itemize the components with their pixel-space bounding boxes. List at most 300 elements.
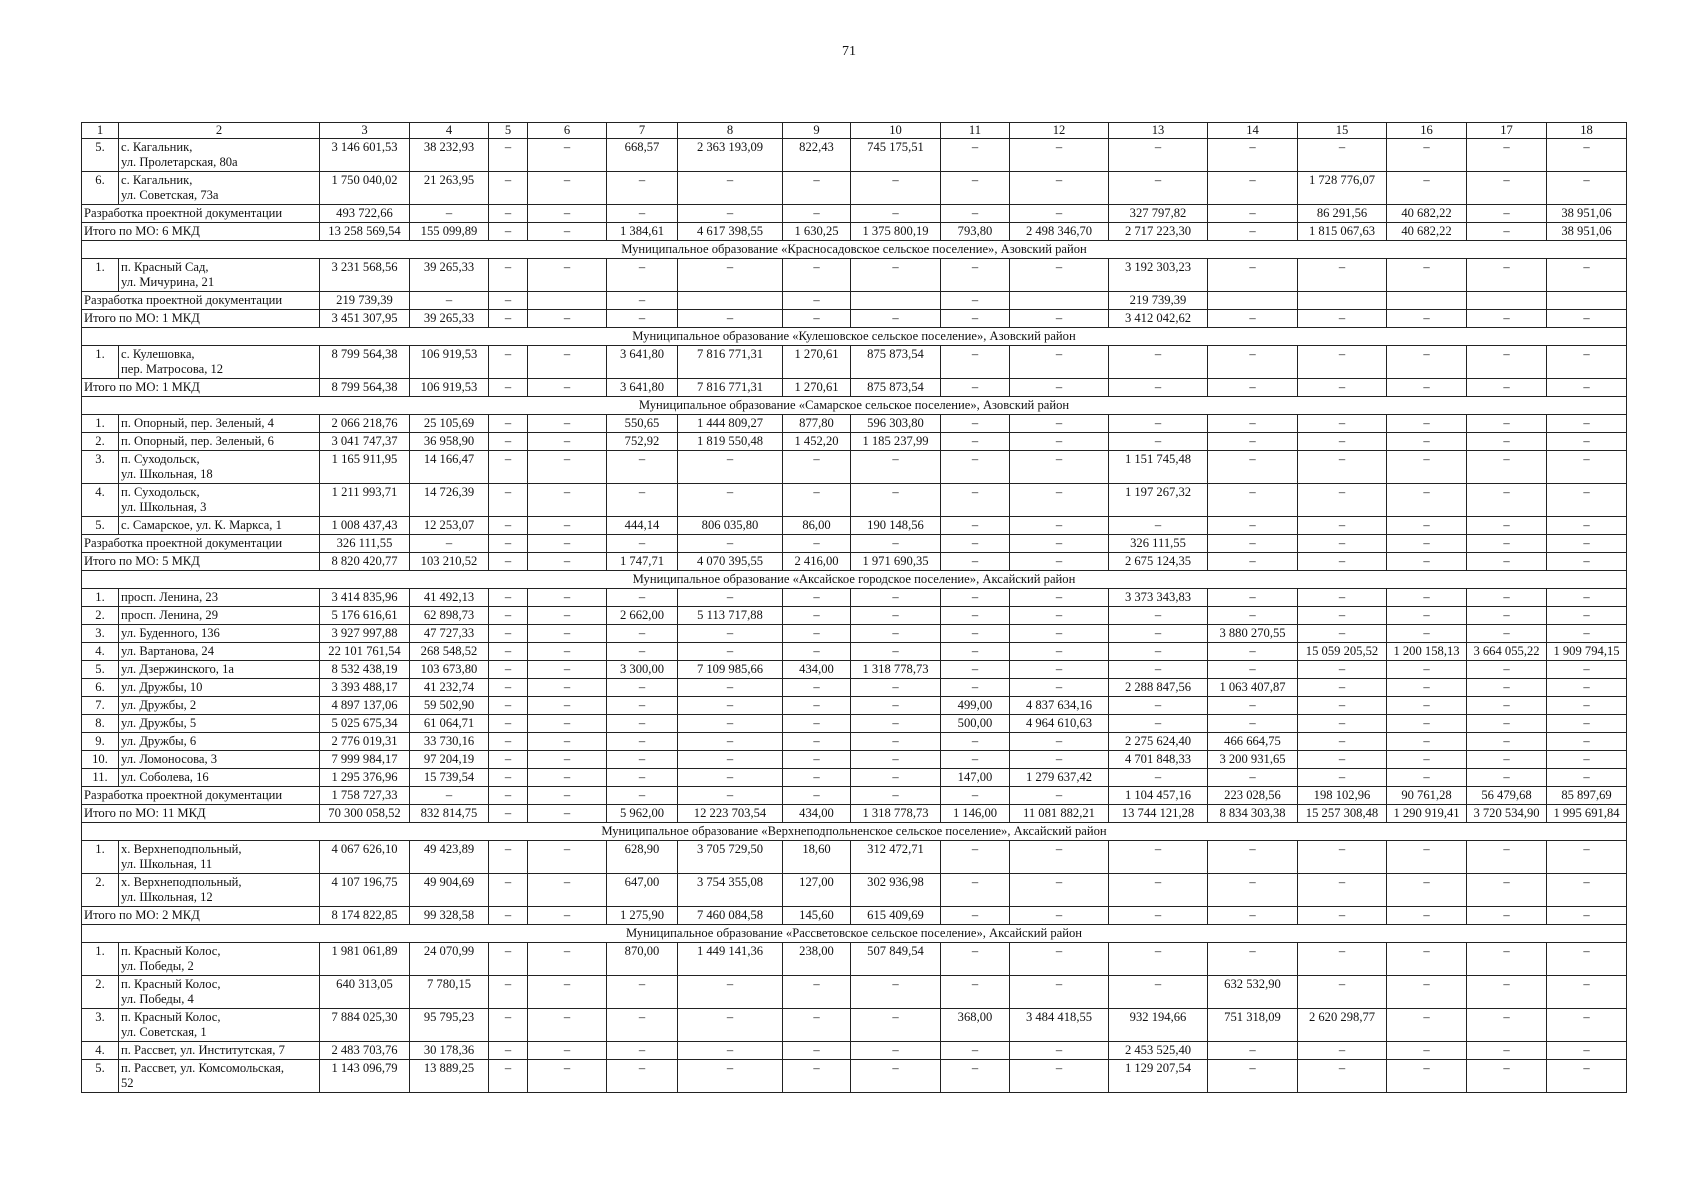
value-cell: – (1298, 874, 1387, 907)
value-cell: – (1547, 769, 1627, 787)
value-cell: 1 185 237,99 (851, 433, 941, 451)
row-number: 1. (82, 346, 119, 379)
value-cell: – (783, 310, 851, 328)
value-cell: 11 081 882,21 (1010, 805, 1109, 823)
value-cell: – (489, 139, 528, 172)
value-cell: – (941, 733, 1010, 751)
value-cell: – (941, 205, 1010, 223)
address-cell: п. Рассвет, ул. Комсомольская, 52 (119, 1060, 320, 1093)
value-cell: – (1467, 874, 1547, 907)
value-cell: – (783, 1009, 851, 1042)
value-cell: 103 673,80 (410, 661, 489, 679)
value-cell: – (1298, 310, 1387, 328)
value-cell: 3 192 303,23 (1109, 259, 1208, 292)
value-cell: 875 873,54 (851, 346, 941, 379)
value-cell: – (1010, 907, 1109, 925)
row-number: 6. (82, 679, 119, 697)
value-cell: – (1387, 346, 1467, 379)
value-cell: – (1208, 643, 1298, 661)
value-cell: – (783, 205, 851, 223)
value-cell: – (489, 205, 528, 223)
value-cell: 47 727,33 (410, 625, 489, 643)
row-number: 4. (82, 1042, 119, 1060)
value-cell: – (1208, 484, 1298, 517)
value-cell: 99 328,58 (410, 907, 489, 925)
value-cell: – (1109, 769, 1208, 787)
value-cell: – (1387, 625, 1467, 643)
total-row (82, 292, 1627, 310)
value-cell: 41 232,74 (410, 679, 489, 697)
value-cell: – (489, 553, 528, 571)
value-cell: – (1467, 907, 1547, 925)
value-cell: – (1467, 223, 1547, 241)
value-cell: – (1109, 379, 1208, 397)
address-cell: с. Самарское, ул. К. Маркса, 1 (119, 517, 320, 535)
value-cell: – (783, 625, 851, 643)
value-cell: – (528, 310, 607, 328)
value-cell: 3 880 270,55 (1208, 625, 1298, 643)
value-cell: – (1547, 379, 1627, 397)
value-cell: – (678, 697, 783, 715)
value-cell: – (1208, 535, 1298, 553)
value-cell: 3 300,00 (607, 661, 678, 679)
value-cell: – (1298, 535, 1387, 553)
value-cell: – (851, 625, 941, 643)
value-cell: – (1547, 259, 1627, 292)
row-number: 2. (82, 874, 119, 907)
value-cell: 640 313,05 (320, 976, 410, 1009)
value-cell: 15 739,54 (410, 769, 489, 787)
value-cell: 3 664 055,22 (1467, 643, 1547, 661)
value-cell: 127,00 (783, 874, 851, 907)
value-cell: 38 951,06 (1547, 205, 1627, 223)
value-cell: – (1547, 661, 1627, 679)
value-cell: – (528, 259, 607, 292)
value-cell: 499,00 (941, 697, 1010, 715)
value-cell: – (678, 787, 783, 805)
value-cell: – (851, 679, 941, 697)
value-cell: 4 067 626,10 (320, 841, 410, 874)
section-title: Муниципальное образование «Рассветовское сельское поселение», Аксайский район (82, 925, 1627, 943)
value-cell: 33 730,16 (410, 733, 489, 751)
value-cell: – (783, 976, 851, 1009)
value-cell: 3 720 534,90 (1467, 805, 1547, 823)
value-cell: 2 288 847,56 (1109, 679, 1208, 697)
total-row (82, 805, 1627, 823)
value-cell: – (678, 535, 783, 553)
value-cell: 198 102,96 (1298, 787, 1387, 805)
value-cell: – (1387, 379, 1467, 397)
value-cell: – (783, 172, 851, 205)
value-cell: – (528, 607, 607, 625)
table-row (82, 589, 1627, 607)
value-cell: – (1387, 715, 1467, 733)
table-row (82, 1042, 1627, 1060)
header-cell-18: 18 (1547, 123, 1627, 139)
row-number: 5. (82, 517, 119, 535)
value-cell: 1 444 809,27 (678, 415, 783, 433)
value-cell: – (489, 643, 528, 661)
row-number: 2. (82, 976, 119, 1009)
value-cell: – (607, 751, 678, 769)
value-cell: 13 258 569,54 (320, 223, 410, 241)
value-cell: 1 129 207,54 (1109, 1060, 1208, 1093)
value-cell: – (1208, 205, 1298, 223)
row-number: 3. (82, 625, 119, 643)
value-cell: – (1298, 517, 1387, 535)
value-cell: 15 059 205,52 (1298, 643, 1387, 661)
table-row (82, 607, 1627, 625)
value-cell: 14 166,47 (410, 451, 489, 484)
value-cell: – (528, 1009, 607, 1042)
value-cell: 3 200 931,65 (1208, 751, 1298, 769)
value-cell: – (528, 172, 607, 205)
value-cell: 327 797,82 (1109, 205, 1208, 223)
value-cell: – (1298, 625, 1387, 643)
value-cell: – (1109, 943, 1208, 976)
value-cell: 7 816 771,31 (678, 346, 783, 379)
total-row (82, 553, 1627, 571)
value-cell: – (783, 697, 851, 715)
value-cell: 2 275 624,40 (1109, 733, 1208, 751)
value-cell: – (1467, 517, 1547, 535)
value-cell: 238,00 (783, 943, 851, 976)
value-cell: – (1010, 841, 1109, 874)
value-cell: – (1298, 697, 1387, 715)
value-cell: 793,80 (941, 223, 1010, 241)
value-cell: – (607, 205, 678, 223)
value-cell: 326 111,55 (1109, 535, 1208, 553)
value-cell: – (851, 715, 941, 733)
header-cell-15: 15 (1298, 123, 1387, 139)
value-cell: – (528, 205, 607, 223)
table-row (82, 943, 1627, 976)
section-row (82, 241, 1627, 259)
value-cell: – (1387, 415, 1467, 433)
value-cell: – (1387, 484, 1467, 517)
value-cell: – (1387, 535, 1467, 553)
header-cell-5: 5 (489, 123, 528, 139)
table-row (82, 625, 1627, 643)
value-cell: – (1467, 1060, 1547, 1093)
value-cell: 7 999 984,17 (320, 751, 410, 769)
value-cell: 1 375 800,19 (851, 223, 941, 241)
value-cell: – (851, 733, 941, 751)
value-cell: – (489, 415, 528, 433)
value-cell: – (1387, 607, 1467, 625)
value-cell: 7 109 985,66 (678, 661, 783, 679)
value-cell: 8 174 822,85 (320, 907, 410, 925)
table-row (82, 139, 1627, 172)
section-title: Муниципальное образование «Верхнеподпольненское сельское поселение», Аксайский район (82, 823, 1627, 841)
value-cell: 1 290 919,41 (1387, 805, 1467, 823)
value-cell: 38 232,93 (410, 139, 489, 172)
value-cell: – (678, 1042, 783, 1060)
header-cell-7: 7 (607, 123, 678, 139)
row-label: Итого по МО: 2 МКД (82, 907, 320, 925)
value-cell: 4 837 634,16 (1010, 697, 1109, 715)
header-cell-11: 11 (941, 123, 1010, 139)
value-cell: 219 739,39 (1109, 292, 1208, 310)
value-cell: – (941, 607, 1010, 625)
value-cell: – (528, 751, 607, 769)
value-cell: 4 897 137,06 (320, 697, 410, 715)
value-cell: – (1208, 907, 1298, 925)
value-cell: 3 393 488,17 (320, 679, 410, 697)
table-row (82, 769, 1627, 787)
value-cell: – (489, 535, 528, 553)
value-cell: – (1547, 907, 1627, 925)
value-cell: – (1467, 733, 1547, 751)
value-cell: – (941, 907, 1010, 925)
value-cell: – (1208, 874, 1298, 907)
value-cell: – (1387, 679, 1467, 697)
value-cell: – (1467, 589, 1547, 607)
value-cell: – (1109, 715, 1208, 733)
value-cell: – (1467, 769, 1547, 787)
value-cell: – (678, 589, 783, 607)
value-cell: – (1547, 943, 1627, 976)
value-cell: 312 472,71 (851, 841, 941, 874)
value-cell: – (410, 292, 489, 310)
value-cell: 4 617 398,55 (678, 223, 783, 241)
value-cell: 875 873,54 (851, 379, 941, 397)
address-cell: п. Красный Колос, ул. Победы, 4 (119, 976, 320, 1009)
value-cell: – (1547, 976, 1627, 1009)
address-cell: п. Красный Сад, ул. Мичурина, 21 (119, 259, 320, 292)
value-cell: – (1208, 769, 1298, 787)
value-cell: – (941, 589, 1010, 607)
value-cell: – (678, 310, 783, 328)
value-cell: – (528, 346, 607, 379)
row-label: Разработка проектной документации (82, 205, 320, 223)
value-cell: 1 165 911,95 (320, 451, 410, 484)
header-cell-4: 4 (410, 123, 489, 139)
row-number: 3. (82, 1009, 119, 1042)
table-row (82, 715, 1627, 733)
value-cell: 8 834 303,38 (1208, 805, 1298, 823)
value-cell: – (607, 1009, 678, 1042)
value-cell: 647,00 (607, 874, 678, 907)
value-cell: – (783, 1042, 851, 1060)
value-cell: – (941, 415, 1010, 433)
value-cell: – (489, 223, 528, 241)
value-cell: – (1010, 553, 1109, 571)
value-cell: – (1387, 1009, 1467, 1042)
value-cell: – (1109, 625, 1208, 643)
table-row (82, 661, 1627, 679)
table-row (82, 517, 1627, 535)
value-cell: – (1010, 661, 1109, 679)
table-row (82, 697, 1627, 715)
table-row (82, 733, 1627, 751)
table-row (82, 451, 1627, 484)
value-cell: 59 502,90 (410, 697, 489, 715)
value-cell: – (1387, 172, 1467, 205)
value-cell: – (941, 292, 1010, 310)
value-cell: – (528, 907, 607, 925)
value-cell: 7 460 084,58 (678, 907, 783, 925)
value-cell: – (1010, 517, 1109, 535)
value-cell: – (851, 643, 941, 661)
value-cell: – (1387, 907, 1467, 925)
value-cell: – (1387, 733, 1467, 751)
value-cell: 1 318 778,73 (851, 805, 941, 823)
value-cell: – (489, 484, 528, 517)
table-row (82, 679, 1627, 697)
value-cell: – (1109, 346, 1208, 379)
value-cell: – (851, 535, 941, 553)
value-cell: 1 630,25 (783, 223, 851, 241)
value-cell: – (607, 769, 678, 787)
value-cell: – (1547, 751, 1627, 769)
header-cell-9: 9 (783, 123, 851, 139)
value-cell: 806 035,80 (678, 517, 783, 535)
value-cell (1208, 292, 1298, 310)
value-cell: – (1467, 484, 1547, 517)
value-cell: 219 739,39 (320, 292, 410, 310)
value-cell: 106 919,53 (410, 379, 489, 397)
value-cell: – (851, 1060, 941, 1093)
value-cell: – (941, 787, 1010, 805)
value-cell: – (1298, 433, 1387, 451)
row-number: 3. (82, 451, 119, 484)
value-cell: 628,90 (607, 841, 678, 874)
value-cell: – (607, 625, 678, 643)
address-cell: с. Кагальник, ул. Пролетарская, 80а (119, 139, 320, 172)
value-cell: 1 104 457,16 (1109, 787, 1208, 805)
value-cell: 147,00 (941, 769, 1010, 787)
value-cell: – (1387, 697, 1467, 715)
value-cell: – (607, 292, 678, 310)
value-cell: – (941, 874, 1010, 907)
value-cell: 1 270,61 (783, 346, 851, 379)
address-cell: х. Верхнеподпольный, ул. Школьная, 12 (119, 874, 320, 907)
value-cell: – (1467, 841, 1547, 874)
value-cell: – (941, 661, 1010, 679)
table-row (82, 976, 1627, 1009)
value-cell: – (783, 1060, 851, 1093)
value-cell: – (941, 346, 1010, 379)
value-cell: – (528, 679, 607, 697)
value-cell: – (851, 976, 941, 1009)
address-cell: п. Красный Колос, ул. Победы, 2 (119, 943, 320, 976)
value-cell: 1 200 158,13 (1387, 643, 1467, 661)
address-cell: ул. Дружбы, 10 (119, 679, 320, 697)
value-cell: – (1547, 415, 1627, 433)
value-cell: – (489, 715, 528, 733)
value-cell: 3 231 568,56 (320, 259, 410, 292)
value-cell: 39 265,33 (410, 310, 489, 328)
value-cell: 1 971 690,35 (851, 553, 941, 571)
value-cell: 3 641,80 (607, 346, 678, 379)
value-cell: 1 995 691,84 (1547, 805, 1627, 823)
value-cell: – (1109, 976, 1208, 1009)
value-cell: – (783, 451, 851, 484)
value-cell: – (607, 1042, 678, 1060)
value-cell: – (851, 787, 941, 805)
value-cell: – (1109, 607, 1208, 625)
row-number: 7. (82, 697, 119, 715)
table-row (82, 643, 1627, 661)
value-cell: 4 964 610,63 (1010, 715, 1109, 733)
value-cell: – (410, 205, 489, 223)
value-cell: 1 063 407,87 (1208, 679, 1298, 697)
value-cell: – (607, 535, 678, 553)
total-row (82, 205, 1627, 223)
value-cell: – (607, 787, 678, 805)
value-cell: – (1387, 451, 1467, 484)
value-cell: – (528, 139, 607, 172)
value-cell: – (783, 769, 851, 787)
section-row (82, 328, 1627, 346)
address-cell: п. Суходольск, ул. Школьная, 18 (119, 451, 320, 484)
table-row (82, 841, 1627, 874)
value-cell: – (1010, 172, 1109, 205)
address-cell: с. Кагальник, ул. Советская, 73а (119, 172, 320, 205)
value-cell: – (783, 259, 851, 292)
value-cell: – (528, 715, 607, 733)
value-cell: – (1208, 661, 1298, 679)
value-cell: – (1010, 139, 1109, 172)
value-cell: – (941, 553, 1010, 571)
value-cell: – (528, 589, 607, 607)
address-cell: п. Красный Колос, ул. Советская, 1 (119, 1009, 320, 1042)
value-cell: 22 101 761,54 (320, 643, 410, 661)
value-cell: – (941, 679, 1010, 697)
value-cell: – (528, 517, 607, 535)
value-cell: – (1109, 139, 1208, 172)
value-cell: – (851, 1042, 941, 1060)
row-number: 1. (82, 943, 119, 976)
value-cell: 3 451 307,95 (320, 310, 410, 328)
value-cell: – (1109, 841, 1208, 874)
value-cell: 550,65 (607, 415, 678, 433)
table-row (82, 433, 1627, 451)
value-cell: – (941, 310, 1010, 328)
value-cell: – (1467, 346, 1547, 379)
value-cell: 870,00 (607, 943, 678, 976)
value-cell: – (678, 451, 783, 484)
value-cell: 3 641,80 (607, 379, 678, 397)
value-cell: – (1547, 517, 1627, 535)
value-cell: – (1298, 751, 1387, 769)
value-cell: – (1010, 751, 1109, 769)
value-cell: – (1109, 907, 1208, 925)
value-cell: – (489, 874, 528, 907)
value-cell: – (1387, 751, 1467, 769)
row-label: Разработка проектной документации (82, 292, 320, 310)
value-cell: – (489, 346, 528, 379)
value-cell: – (1010, 415, 1109, 433)
value-cell: – (528, 379, 607, 397)
value-cell: 1 909 794,15 (1547, 643, 1627, 661)
value-cell: 39 265,33 (410, 259, 489, 292)
value-cell: 86,00 (783, 517, 851, 535)
value-cell: – (489, 805, 528, 823)
value-cell: – (607, 733, 678, 751)
value-cell: – (1387, 259, 1467, 292)
value-cell: – (607, 451, 678, 484)
address-cell: п. Опорный, пер. Зеленый, 6 (119, 433, 320, 451)
row-number: 1. (82, 589, 119, 607)
value-cell: – (851, 484, 941, 517)
section-row (82, 397, 1627, 415)
value-cell: – (1298, 661, 1387, 679)
value-cell: – (678, 643, 783, 661)
value-cell: – (528, 223, 607, 241)
value-cell: 8 532 438,19 (320, 661, 410, 679)
